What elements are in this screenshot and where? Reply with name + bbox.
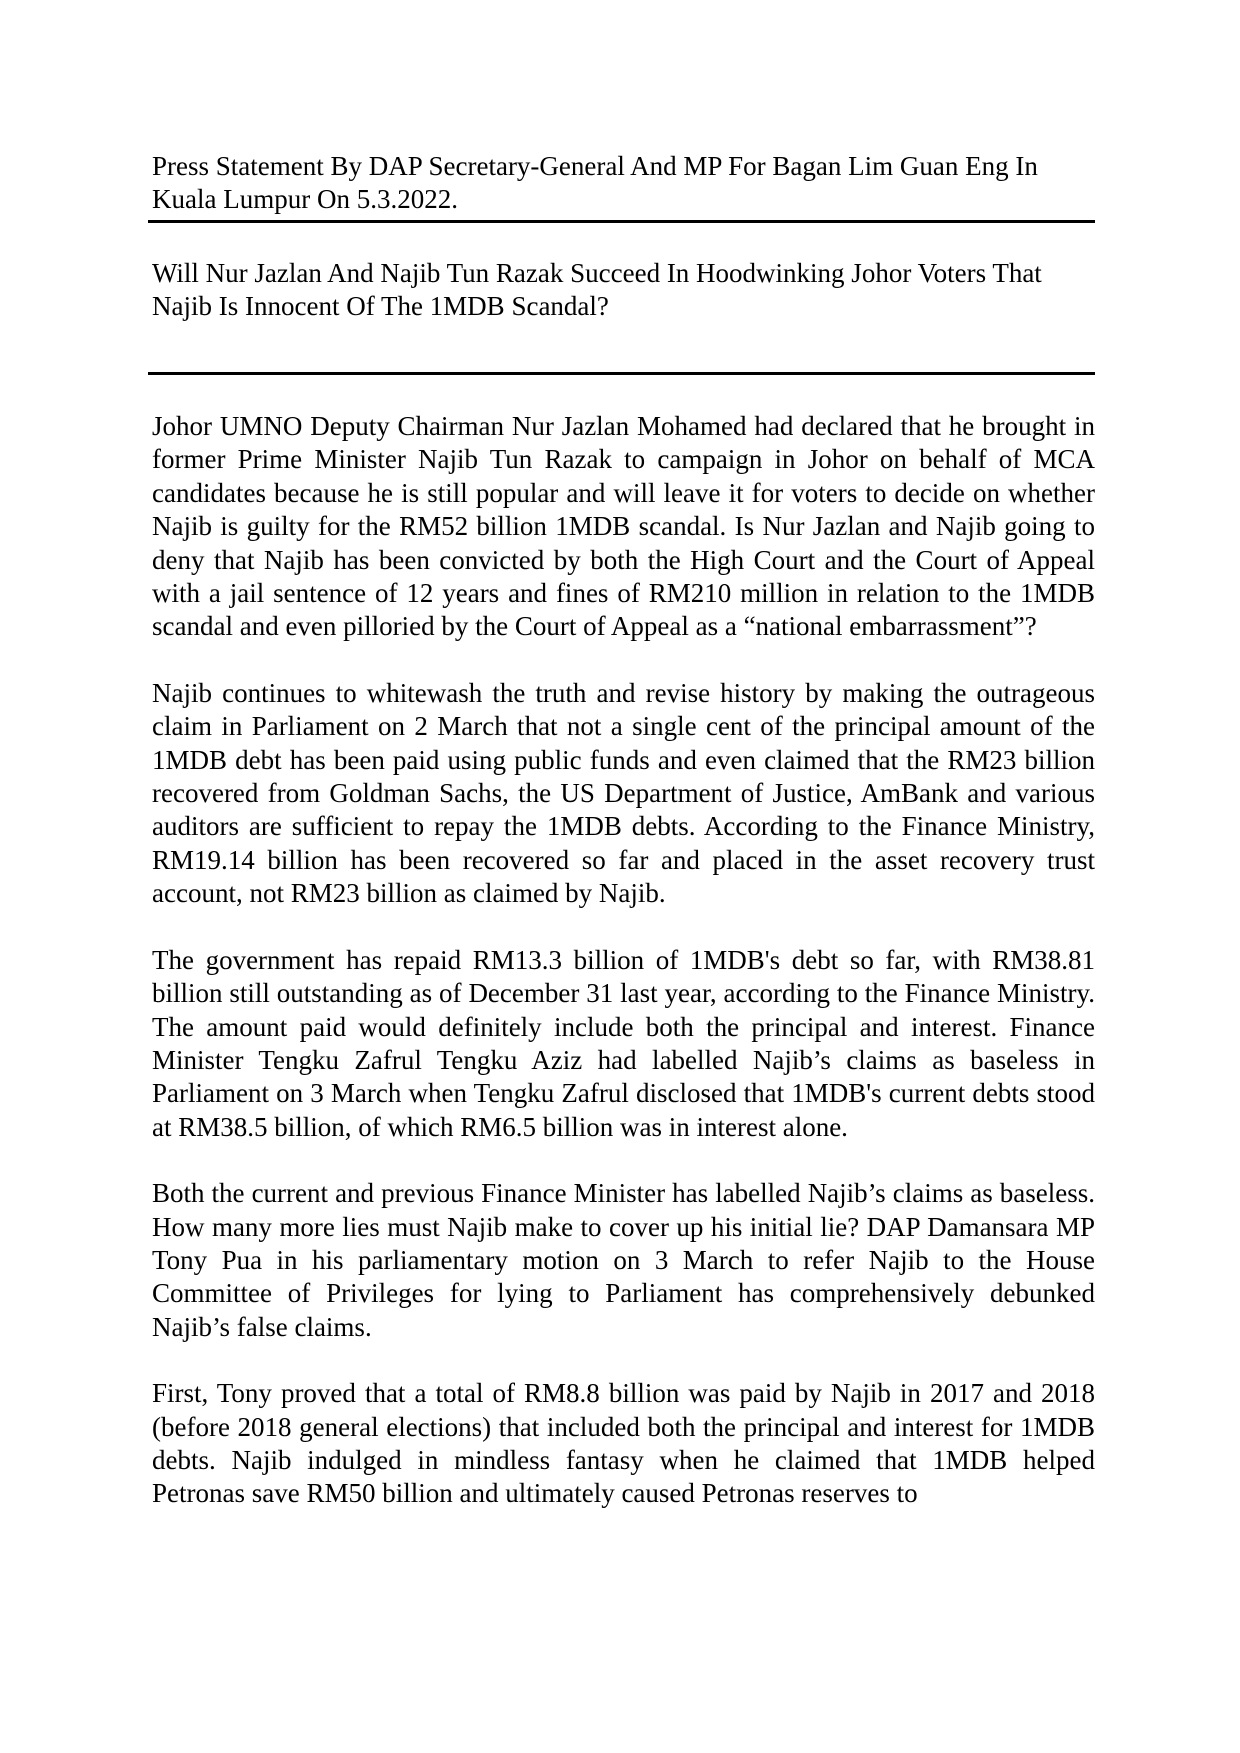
press-statement-header: Press Statement By DAP Secretary-General And MP For Bagan Lim Guan Eng In Kuala Lumpur On 5.3.2022.	[152, 151, 1038, 214]
body-paragraph-2: Najib continues to whitewash the truth and revise history by making the outrageous claim in Parliament on 2 March that not a single cent of the principal amount of the 1MDB debt has been paid using public funds and even claimed that the RM23 billion recovered from Goldman Sachs, the US Department of Justice, AmBank and various auditors are sufficient to repay the 1MDB debts. According to the Finance Ministry, RM19.14 billion has been recovered so far and placed in the asset recovery trust account, not RM23 billion as claimed by Najib.	[152, 677, 1095, 909]
title-divider	[148, 372, 1095, 375]
body-paragraph-5: First, Tony proved that a total of RM8.8 billion was paid by Najib in 2017 and 2018 (before 2018 general elections) that included both the principal and interest for 1MDB debts. Najib indulged in mindless fantasy when he claimed that 1MDB helped Petronas save RM50 billion and ultimately caused Petronas reserves to	[152, 1378, 1095, 1509]
document-body	[152, 150, 1095, 1544]
body-paragraph-4: Both the current and previous Finance Minister has labelled Najib’s claims as baseless. How many more lies must Najib make to cover up his initial lie? DAP Damansara MP Tony Pua in his parliamentary motion on 3 March to refer Najib to the House Committee of Privileges for lying to Parliament has comprehensively debunked Najib’s false claims.	[152, 1178, 1095, 1342]
body-paragraph-3: The government has repaid RM13.3 billion of 1MDB's debt so far, with RM38.81 billion still outstanding as of December 31 last year, according to the Finance Ministry. The amount paid would definitely include both the principal and interest. Finance Minister Tengku Zafrul Tengku Aziz had labelled Najib’s claims as baseless in Parliament on 3 March when Tengku Zafrul disclosed that 1MDB's current debts stood at RM38.5 billion, of which RM6.5 billion was in interest alone.	[152, 944, 1095, 1142]
header-divider	[148, 220, 1095, 223]
statement-body	[152, 410, 1095, 1511]
statement-title: Will Nur Jazlan And Najib Tun Razak Succeed In Hoodwinking Johor Voters That Najib Is Innocent Of The 1MDB Scandal?	[152, 258, 1042, 321]
body-paragraph-1: Johor UMNO Deputy Chairman Nur Jazlan Mohamed had declared that he brought in former Prime Minister Najib Tun Razak to campaign in Johor on behalf of MCA candidates because he is still popular and will leave it for voters to decide on whether Najib is guilty for the RM52 billion 1MDB scandal. Is Nur Jazlan and Najib going to deny that Najib has been convicted by both the High Court and the Court of Appeal with a jail sentence of 12 years and fines of RM210 million in relation to the 1MDB scandal and even pilloried by the Court of Appeal as a “national embarrassment”?	[152, 411, 1095, 642]
